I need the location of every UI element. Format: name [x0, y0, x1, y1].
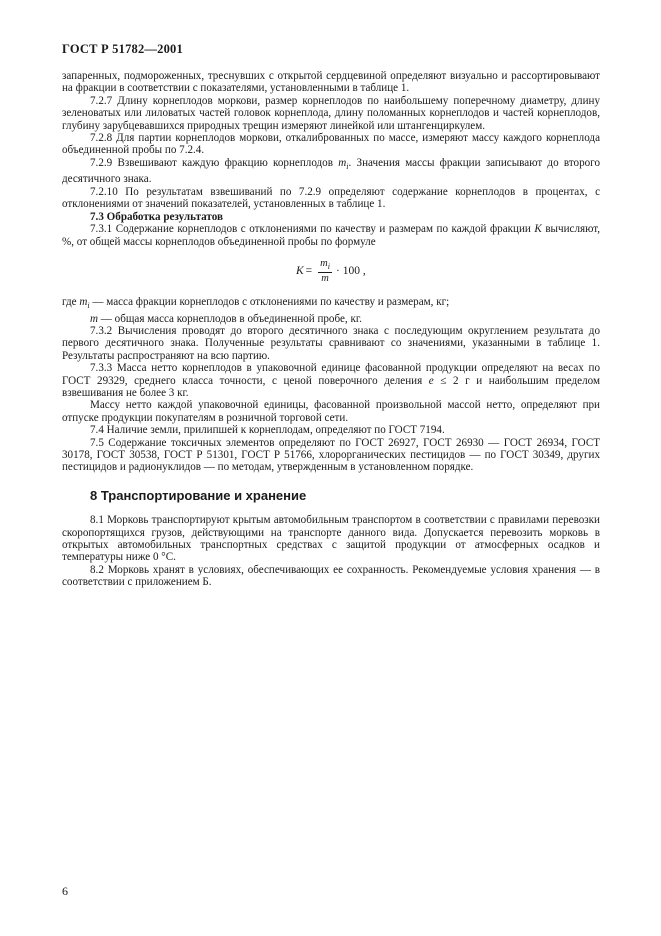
formula-equals: = [305, 264, 313, 277]
paragraph-7-2-9 [62, 157, 600, 186]
page-number: 6 [62, 884, 68, 898]
formula-num-sub: i [327, 262, 330, 271]
heading-7-3: 7.3 Обработка результатов [90, 210, 223, 223]
formula-block [62, 252, 600, 292]
where-mi-var: m [79, 295, 88, 308]
paragraph-7-3-3 [62, 362, 600, 399]
where-m-text: — общая масса корнеплодов в объединенной пробе, кг. [100, 312, 362, 325]
where-mi-sub: i [87, 301, 90, 311]
p731-text-a: 7.3.1 Содержание корнеплодов с отклонениями по качеству и размерам по каждой фракции [90, 223, 531, 236]
paragraph-continuation: запаренных, подмороженных, треснувших с открытой сердцевиной определяют визуально и рассортировывают на фракции в соответствии с показателями, установленными в таблице 1. [62, 70, 600, 95]
where-m-var: m [90, 312, 99, 325]
formula [296, 258, 366, 284]
p729-variable: m [338, 156, 347, 169]
formula-fraction [318, 258, 332, 284]
paragraph-8-2: 8.2 Морковь хранят в условиях, обеспечивающих ее сохранность. Рекомендуемые условия хранения — в соответствии с приложением Б. [62, 563, 600, 589]
paragraph-8-1: 8.1 Морковь транспортируют крытым автомобильным транспортом в соответствии с правилами перевозки скоропортящихся грузов, действующими на транспорте данного вида. Допускается перевозить морковь в открытых автомобильных транспортных средствах с защитой продукции от атмосферных осадков и температуры ниже 0 °C. [62, 514, 600, 564]
formula-denominator: m [321, 273, 329, 284]
p733-text-a: 7.3.3 Масса нетто корнеплодов в упаковочной единице фасованной продукции определяют на весах по ГОСТ 29329, среднего класса точности, с ценой поверочного деления [62, 362, 600, 387]
formula-numerator [318, 258, 332, 273]
formula-lhs: K [296, 264, 304, 277]
paragraph-7-5: 7.5 Содержание токсичных элементов определяют по ГОСТ 26927, ГОСТ 26930 — ГОСТ 26934, ГОСТ 30178, ГОСТ 30538, ГОСТ Р 51301, ГОСТ Р 51766, хлорорганических пестицидов — по ГОСТ 30349, других пестицидов и радионуклидов — по методам, утвержденным в установленном порядке. [62, 436, 600, 474]
section-8-title: 8 Транспортирование и хранение [90, 487, 307, 503]
paragraph-7-2-8: 7.2.8 Для партии корнеплодов моркови, откалиброванных по массе, измеряют массу каждого корнеплода объединенной пробы по 7.2.4. [62, 132, 600, 157]
paragraph-7-2-7: 7.2.7 Длину корнеплодов моркови, размер корнеплодов по наибольшему поперечному диаметру, длину зеленоватых или лиловатых частей головок корнеплода, длину поломанных корнеплодов и частей корнеплодов, глубину зарубцевавшихся природных трещин измеряют линейкой или штангенциркулем. [62, 94, 600, 132]
p729-text-a: 7.2.9 Взвешивают каждую фракцию корнеплодов [90, 156, 333, 169]
p729-text-b: . Значения массы фракции записывают до второго десятичного знака. [62, 156, 601, 186]
p731-variable: K [534, 223, 542, 236]
paragraph-7-4: 7.4 Наличие земли, прилипшей к корнеплодам, определяют по ГОСТ 7194. [90, 424, 445, 437]
formula-num-var: m [320, 257, 328, 269]
paragraph-7-2-10: 7.2.10 По результатам взвешиваний по 7.2.9 определяют содержание корнеплодов в процентах, с отклонениями от значений показателей, установленных в таблице 1. [62, 185, 600, 211]
paragraph-7-3-1 [62, 223, 600, 248]
page-content [62, 70, 600, 589]
document-header: ГОСТ Р 51782—2001 [62, 42, 183, 56]
where-mi-text: — масса фракции корнеплодов с отклонениями по качеству и размерам, кг; [92, 295, 450, 308]
p733-variable: e [428, 374, 434, 387]
p729-subscript: i [346, 162, 349, 172]
where-mi [62, 296, 600, 313]
p731-text-b: вычисляют, %, от общей массы корнеплодов объединенной пробы по формуле [62, 223, 601, 248]
p733-text-b: ≤ 2 г и наибольшим пределом взвешивания не более 3 кг. [62, 374, 601, 399]
paragraph-7-3-3-second: Массу нетто каждой упаковочной единицы, фасованной произвольной массой нетто, определяют при отпуске продукции покупателям в розничной торговой сети. [62, 399, 600, 424]
where-m [62, 313, 600, 325]
formula-rest: · 100 , [336, 264, 366, 277]
paragraph-7-3-2: 7.3.2 Вычисления проводят до второго десятичного знака с последующим округлением результата до первого десятичного знака. Полученные результаты сравнивают со значениями, указанными в таблице 1. Результаты распространяют на всю партию. [62, 324, 600, 362]
where-prefix: где [62, 295, 77, 308]
